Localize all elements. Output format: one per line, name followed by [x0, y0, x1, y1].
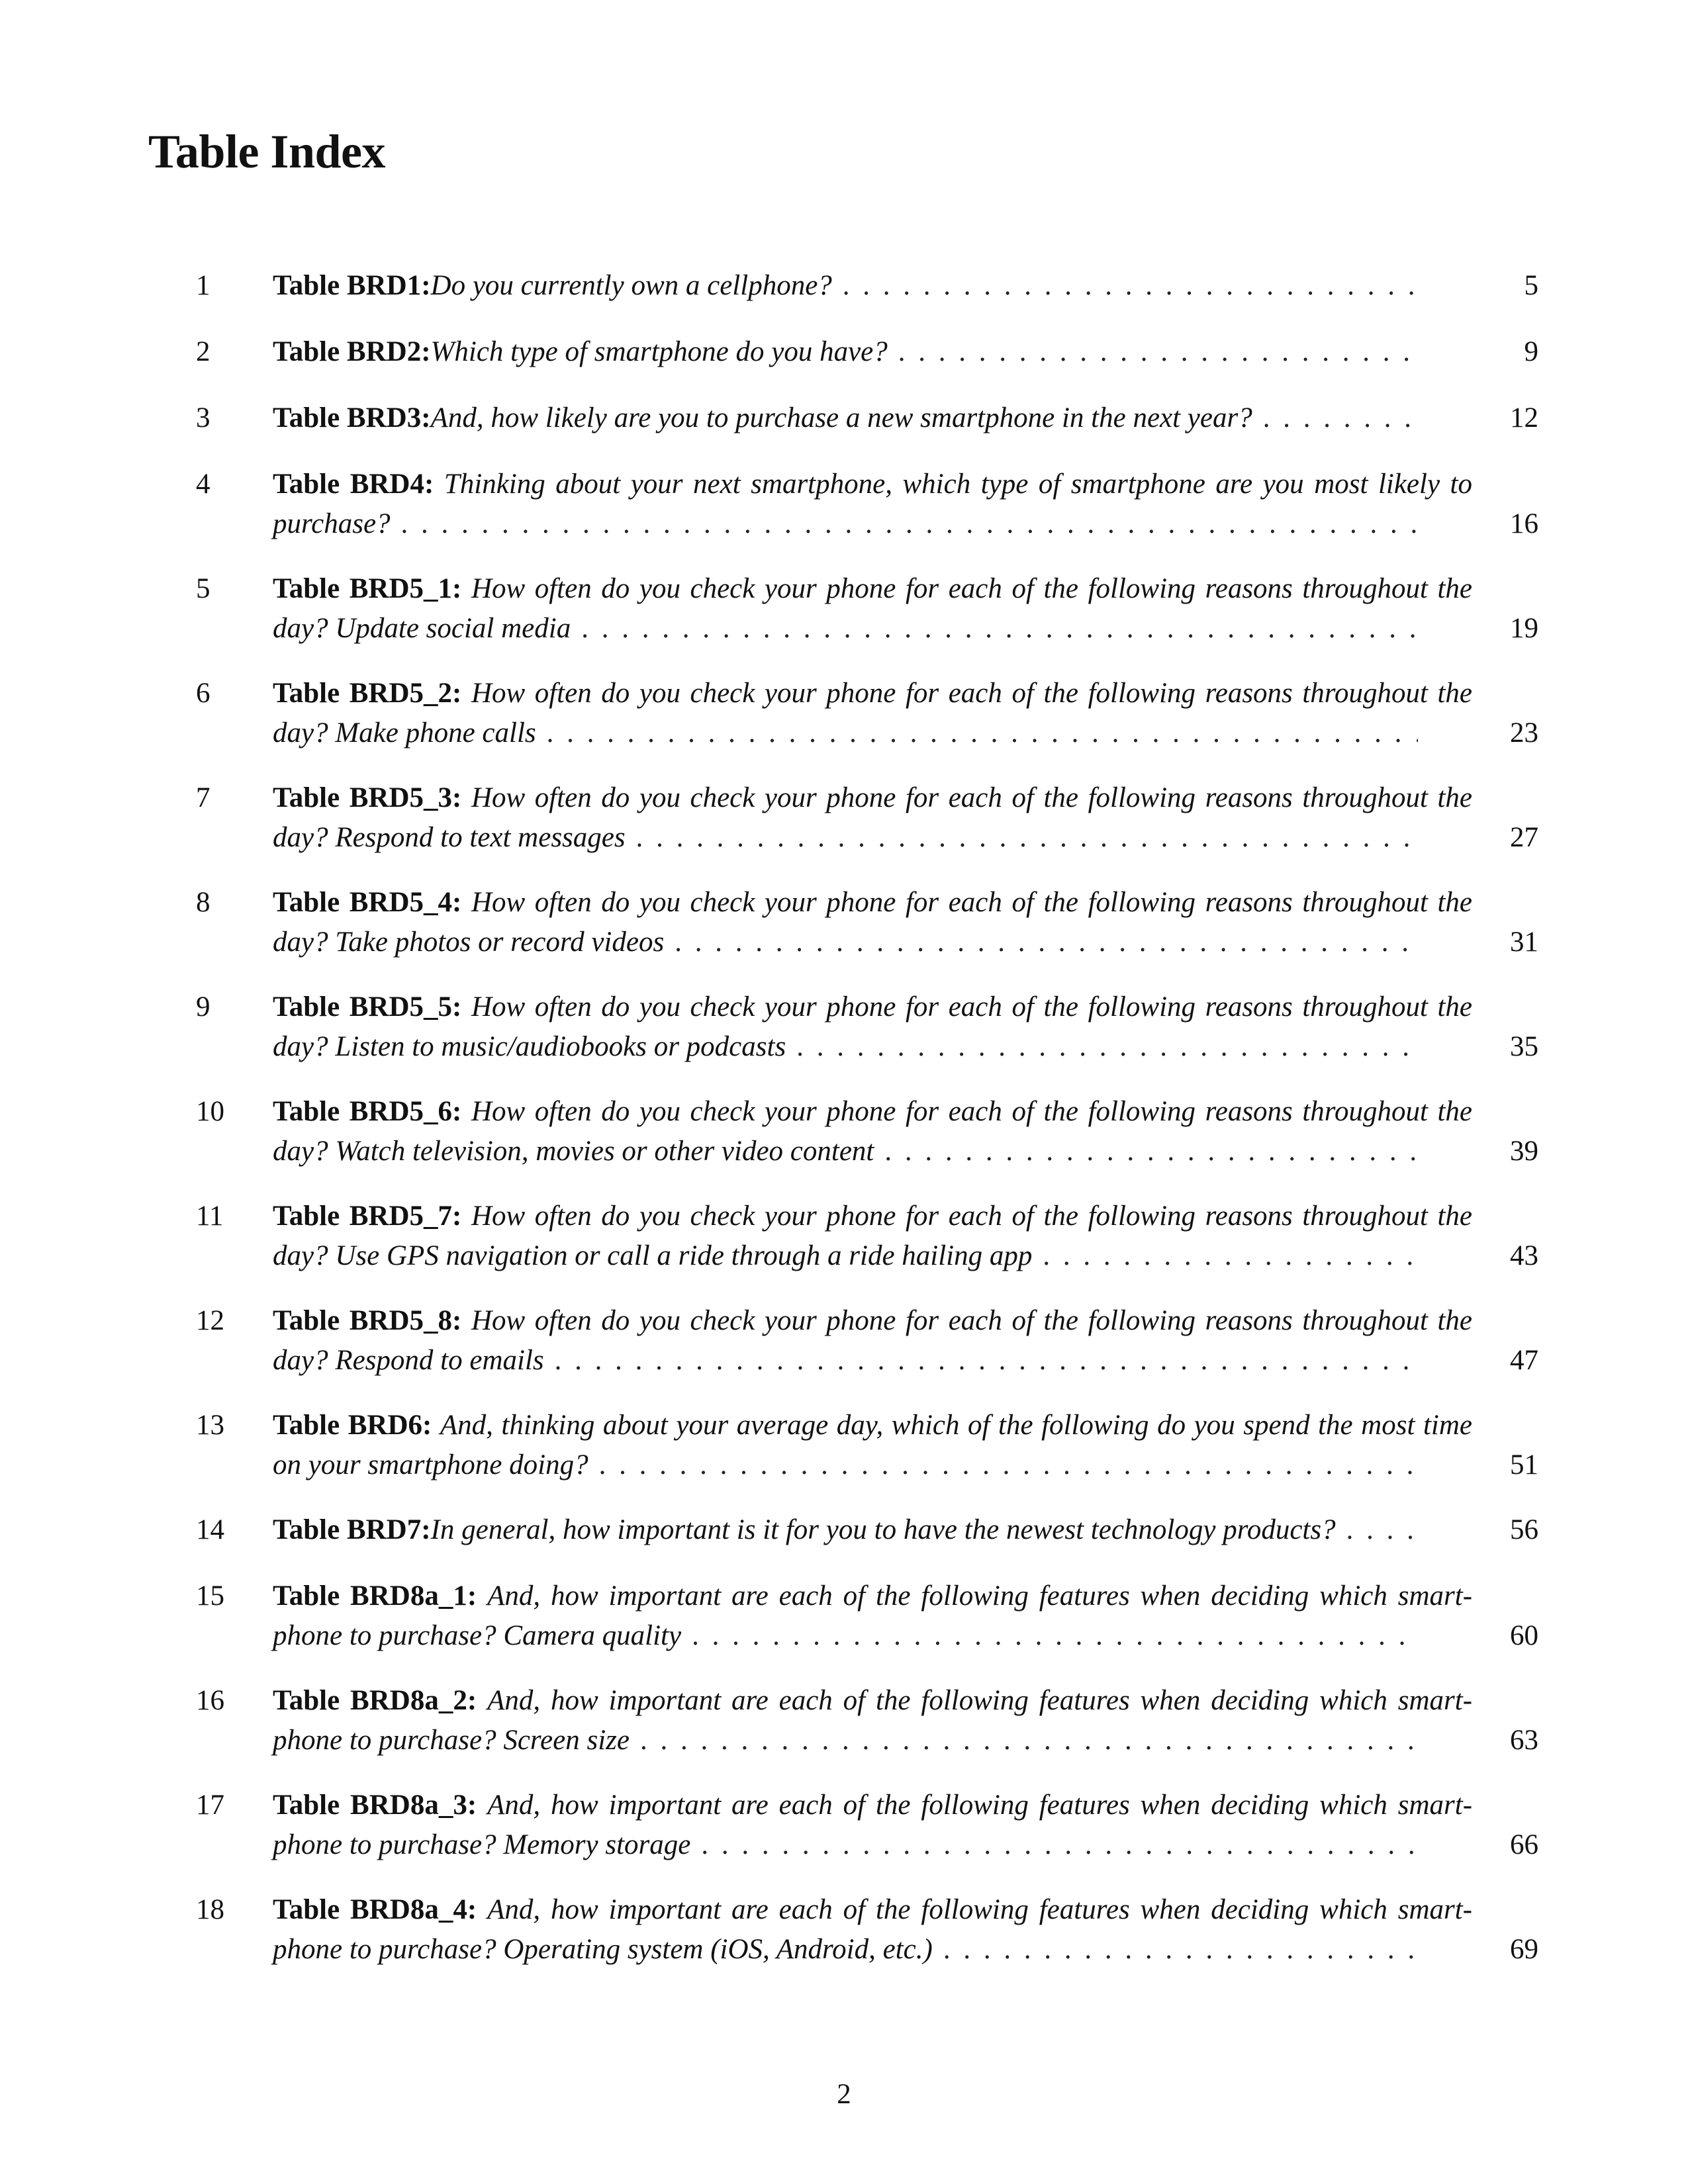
toc-entry-number: 14 [196, 1514, 224, 1545]
table-label: Table BRD4: [273, 469, 434, 500]
toc-entry[interactable] [0, 1301, 1688, 1381]
toc-entry-text [273, 1890, 1472, 1970]
dot-leader [884, 1132, 1418, 1171]
toc-entry[interactable] [0, 1510, 1688, 1550]
question-text: How often do you check your phone for each of the following reasons throughout the [471, 991, 1472, 1023]
question-text: And, how important are each of the following features when deciding which smart- [487, 1790, 1473, 1821]
toc-entry-line [273, 923, 1472, 962]
question-text: day? Use GPS navigation or call a ride through a ride hailing app [273, 1240, 1033, 1271]
toc-entry-page: 31 [1510, 927, 1538, 958]
table-label: Table BRD2: [273, 336, 431, 367]
toc-entry-line [273, 1092, 1472, 1132]
question-text: phone to purchase? Camera quality [273, 1620, 682, 1651]
page-number: 2 [837, 2079, 851, 2110]
question-text: day? Watch television, movies or other video content [273, 1136, 874, 1167]
toc-entry-number: 7 [196, 782, 211, 813]
toc-entry-line [273, 332, 1472, 372]
toc-entry-page: 66 [1510, 1829, 1538, 1860]
toc-entry-text [273, 1681, 1472, 1760]
toc-entry-page: 16 [1510, 508, 1538, 539]
toc-entry-page: 69 [1510, 1934, 1538, 1965]
toc-entry-line [273, 1132, 1472, 1171]
toc-entry-line [273, 1825, 1472, 1865]
toc-entry[interactable] [0, 1406, 1688, 1485]
question-text: In general, how important is it for you to have the newest technology products? [430, 1514, 1336, 1545]
toc-entry[interactable] [0, 465, 1688, 544]
toc-entry-page: 60 [1510, 1620, 1538, 1651]
toc-entry-line [273, 1616, 1472, 1656]
toc-entry-line [273, 465, 1472, 504]
toc-entry-page: 35 [1510, 1031, 1538, 1062]
question-text: How often do you check your phone for each of the following reasons throughout the [471, 782, 1472, 813]
dot-leader [943, 1930, 1418, 1970]
table-label: Table BRD1: [273, 270, 431, 301]
toc-entry-number: 18 [196, 1894, 224, 1925]
toc-entry-page: 19 [1510, 613, 1538, 644]
toc-entry-number: 9 [196, 991, 211, 1023]
toc-entry-line [273, 1341, 1472, 1381]
dot-leader [898, 332, 1418, 372]
toc-entry-line [273, 1197, 1472, 1236]
toc-entry[interactable] [0, 987, 1688, 1067]
toc-entry-number: 10 [196, 1096, 224, 1127]
question-text: day? Make phone calls [273, 717, 536, 749]
table-label: Table BRD5_7: [273, 1201, 462, 1232]
toc-entry-line [273, 1510, 1472, 1550]
toc-entry[interactable] [0, 266, 1688, 306]
question-text: phone to purchase? Screen size [273, 1725, 630, 1756]
table-label: Table BRD5_3: [273, 782, 462, 813]
table-label: Table BRD5_1: [273, 573, 462, 604]
question-text: And, how important are each of the following features when deciding which smart- [487, 1580, 1473, 1612]
dot-leader [640, 1721, 1418, 1760]
question-text: day? Update social media [273, 613, 571, 644]
toc-entry-text [273, 1406, 1472, 1485]
dot-leader [547, 713, 1418, 753]
toc-entry-number: 4 [196, 469, 211, 500]
toc-entry-page: 56 [1510, 1514, 1538, 1545]
toc-entry-number: 13 [196, 1410, 224, 1441]
toc-entry[interactable] [0, 1197, 1688, 1276]
table-label: Table BRD5_8: [273, 1305, 462, 1336]
table-label: Table BRD5_4: [273, 887, 462, 918]
toc-entry-text [273, 1092, 1472, 1171]
toc-entry[interactable] [0, 569, 1688, 649]
toc-entry-line [273, 1445, 1472, 1485]
question-text: And, how important are each of the following features when deciding which smart- [487, 1894, 1473, 1925]
question-text: Which type of smartphone do you have? [430, 336, 888, 367]
toc-entry-line [273, 1681, 1472, 1721]
toc-entry[interactable] [0, 1786, 1688, 1865]
toc-entry-page: 23 [1510, 717, 1538, 749]
toc-entry-line [273, 504, 1472, 544]
toc-entry[interactable] [0, 332, 1688, 372]
toc-entry-number: 12 [196, 1305, 224, 1336]
toc-entry-line [273, 1721, 1472, 1760]
toc-entry-text [273, 465, 1472, 544]
toc-entry-text [273, 674, 1472, 753]
toc-entry-number: 11 [196, 1201, 224, 1232]
toc-entry-line [273, 713, 1472, 753]
toc-entry-number: 5 [196, 573, 211, 604]
toc-entry-text [273, 332, 1472, 372]
question-text: How often do you check your phone for each of the following reasons throughout the [471, 1096, 1472, 1127]
question-text: Do you currently own a cellphone? [430, 270, 832, 301]
toc-entry[interactable] [0, 1576, 1688, 1656]
question-text: And, thinking about your average day, which of the following do you spend the most time [440, 1410, 1472, 1441]
question-text: How often do you check your phone for each of the following reasons throughout the [471, 678, 1472, 709]
toc-entry-number: 3 [196, 402, 211, 433]
toc-entry-line [273, 778, 1472, 818]
toc-entry-number: 2 [196, 336, 211, 367]
page-title: Table Index [148, 125, 385, 178]
toc-entry-text [273, 398, 1472, 438]
toc-entry-line [273, 266, 1472, 306]
table-label: Table BRD8a_4: [273, 1894, 477, 1925]
toc-entry[interactable] [0, 674, 1688, 753]
toc-entry-number: 1 [196, 270, 211, 301]
toc-entry[interactable] [0, 1890, 1688, 1970]
question-text: phone to purchase? Operating system (iOS, Android, etc.) [273, 1934, 933, 1965]
toc-entry-line [273, 1406, 1472, 1445]
toc-entry-number: 8 [196, 887, 211, 918]
toc-entry-text [273, 1301, 1472, 1381]
toc-entry-line [273, 674, 1472, 713]
table-label: Table BRD8a_2: [273, 1685, 477, 1716]
toc-entry-line [273, 1236, 1472, 1276]
table-label: Table BRD5_5: [273, 991, 462, 1023]
toc-entry[interactable] [0, 778, 1688, 858]
toc-entry[interactable] [0, 1681, 1688, 1760]
toc-entry-text [273, 778, 1472, 858]
toc-entry-text [273, 1510, 1472, 1550]
toc-entry-line [273, 1576, 1472, 1616]
toc-entry-page: 47 [1510, 1345, 1538, 1376]
dot-leader [599, 1445, 1418, 1485]
toc-entry-line [273, 818, 1472, 858]
toc-entry-line [273, 1301, 1472, 1341]
table-label: Table BRD3: [273, 402, 431, 433]
toc-entry-line [273, 1930, 1472, 1970]
toc-entry-text [273, 1576, 1472, 1656]
toc-entry-line [273, 1786, 1472, 1825]
toc-entry[interactable] [0, 398, 1688, 438]
question-text: Thinking about your next smartphone, which type of smartphone are you most likely to [444, 469, 1473, 500]
toc-entry-page: 5 [1524, 270, 1538, 301]
question-text: How often do you check your phone for each of the following reasons throughout the [471, 573, 1472, 604]
table-label: Table BRD5_2: [273, 678, 462, 709]
toc-entry-line [273, 883, 1472, 923]
toc-entry-page: 39 [1510, 1136, 1538, 1167]
toc-entry-line [273, 1027, 1472, 1067]
dot-leader [796, 1027, 1418, 1067]
question-text: day? Take photos or record videos [273, 927, 665, 958]
question-text: How often do you check your phone for each of the following reasons throughout the [471, 887, 1472, 918]
table-label: Table BRD6: [273, 1410, 432, 1441]
dot-leader [401, 504, 1418, 544]
table-label: Table BRD5_6: [273, 1096, 462, 1127]
toc-entry-line [273, 398, 1472, 438]
dot-leader [1043, 1236, 1418, 1276]
dot-leader [692, 1616, 1418, 1656]
toc-entry-number: 16 [196, 1685, 224, 1716]
toc-entry[interactable] [0, 883, 1688, 962]
toc-entry-page: 12 [1510, 402, 1538, 433]
toc-entry-text [273, 883, 1472, 962]
question-text: day? Listen to music/audiobooks or podcasts [273, 1031, 786, 1062]
question-text: day? Respond to emails [273, 1345, 544, 1376]
question-text: And, how important are each of the following features when deciding which smart- [487, 1685, 1473, 1716]
toc-entry-number: 17 [196, 1790, 224, 1821]
question-text: phone to purchase? Memory storage [273, 1829, 691, 1860]
toc-entry-text [273, 266, 1472, 306]
dot-leader [701, 1825, 1418, 1865]
toc-entry-page: 63 [1510, 1725, 1538, 1756]
table-label: Table BRD7: [273, 1514, 431, 1545]
toc-entry-page: 43 [1510, 1240, 1538, 1271]
table-label: Table BRD8a_1: [273, 1580, 477, 1612]
dot-leader [636, 818, 1418, 858]
toc-entry[interactable] [0, 1092, 1688, 1171]
table-label: Table BRD8a_3: [273, 1790, 477, 1821]
toc-entry-number: 15 [196, 1580, 224, 1612]
dot-leader [555, 1341, 1418, 1381]
toc-entry-line [273, 569, 1472, 609]
toc-entry-text [273, 1786, 1472, 1865]
question-text: purchase? [273, 508, 391, 539]
question-text: How often do you check your phone for each of the following reasons throughout the [471, 1305, 1472, 1336]
dot-leader [1263, 398, 1418, 438]
question-text: day? Respond to text messages [273, 822, 626, 853]
question-text: on your smartphone doing? [273, 1449, 588, 1480]
toc-entry-page: 27 [1510, 822, 1538, 853]
toc-entry-text [273, 987, 1472, 1067]
toc-entry-line [273, 609, 1472, 649]
dot-leader [1346, 1510, 1418, 1550]
question-text: And, how likely are you to purchase a new smartphone in the next year? [430, 402, 1252, 433]
toc-entry-page: 9 [1524, 336, 1538, 367]
dot-leader [581, 609, 1418, 649]
question-text: How often do you check your phone for each of the following reasons throughout the [471, 1201, 1472, 1232]
dot-leader [675, 923, 1418, 962]
dot-leader [843, 266, 1418, 306]
toc-entry-line [273, 987, 1472, 1027]
toc-entry-page: 51 [1510, 1449, 1538, 1480]
toc-entry-text [273, 569, 1472, 649]
toc-entry-line [273, 1890, 1472, 1930]
toc-entry-number: 6 [196, 678, 211, 709]
toc-entry-text [273, 1197, 1472, 1276]
